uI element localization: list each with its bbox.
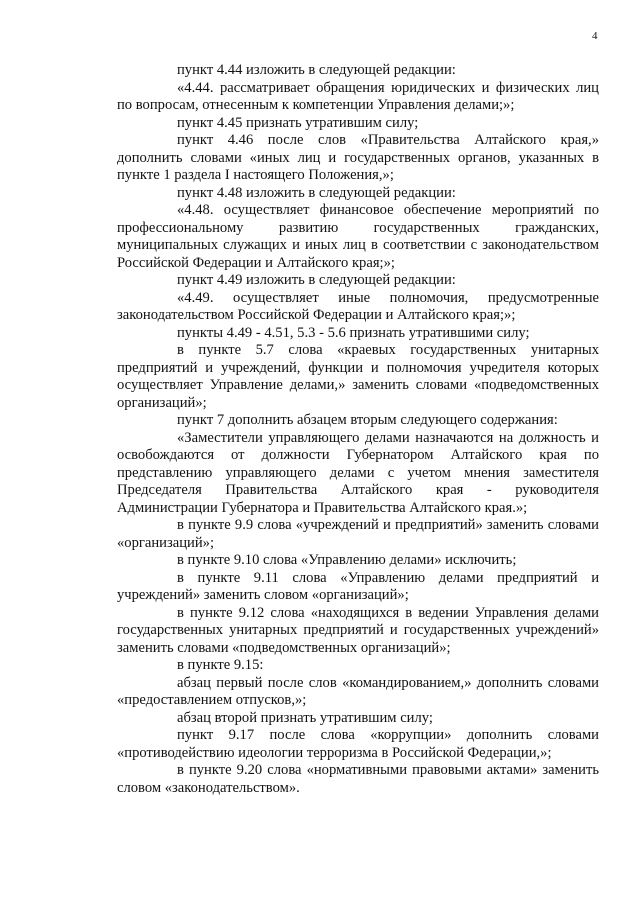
- paragraph: абзац первый после слов «командированием,» дополнить словами «предоставлением отпусков,»;: [117, 674, 599, 708]
- paragraph: в пункте 9.9 слова «учреждений и предприятий» заменить словами «организаций»;: [117, 517, 599, 551]
- paragraph: «4.48. осуществляет финансовое обеспечение мероприятий по профессиональному развитию государственных гражданских, муниципальных служащих и иных лиц в соответствии с законодательством Российской Федерации и Алтайского края;»;: [117, 202, 599, 271]
- document-body: [117, 62, 599, 797]
- paragraph: в пункте 9.15:: [177, 657, 264, 673]
- paragraph: пункт 4.46 после слов «Правительства Алтайского края,» дополнить словами «иных лиц и государственных органов, указанных в пункте 1 раздела I настоящего Положения,»;: [117, 132, 599, 183]
- paragraph: абзац второй признать утратившим силу;: [177, 709, 433, 726]
- paragraph: пункт 4.49 изложить в следующей редакции:: [177, 272, 456, 288]
- paragraph: «4.49. осуществляет иные полномочия, предусмотренные законодательством Российской Федерации и Алтайского края;»;: [117, 289, 599, 323]
- paragraph: «4.44. рассматривает обращения юридических и физических лиц по вопросам, отнесенным к компетенции Управления делами;»;: [117, 79, 599, 113]
- paragraph: пункт 4.45 признать утратившим силу;: [177, 114, 419, 131]
- paragraph: пункт 9.17 после слова «коррупции» дополнить словами «противодействию идеологии терроризма в Российской Федерации,»;: [117, 727, 599, 761]
- paragraph: в пункте 5.7 слова «краевых государственных унитарных предприятий и учреждений, функции и полномочия учредителя которых осуществляет Управление делами,» заменить словами «подведомственных организаций»;: [117, 342, 599, 411]
- paragraph: в пункте 9.11 слова «Управлению делами предприятий и учреждений» заменить словом «организаций»;: [117, 569, 599, 603]
- paragraph: пункты 4.49 - 4.51, 5.3 - 5.6 признать утратившими силу;: [177, 324, 530, 341]
- paragraph: в пункте 9.10 слова «Управлению делами» исключить;: [177, 552, 517, 568]
- paragraph: пункт 7 дополнить абзацем вторым следующего содержания:: [177, 412, 558, 428]
- paragraph: «Заместители управляющего делами назначаются на должность и освобождаются от должности Губернатором Алтайского края по представлению управляющего делами с учетом мнения заместителя Председателя Правительства Алтайского края - руководителя Администрации Губернатора и Правительства Алтайского края.»;: [117, 429, 599, 516]
- page-number: 4: [592, 30, 598, 42]
- paragraph: в пункте 9.20 слова «нормативными правовыми актами» заменить словом «законодательством».: [117, 762, 599, 796]
- paragraph: в пункте 9.12 слова «находящихся в ведении Управления делами государственных унитарных предприятий и государственных учреждений» заменить словами «подведомственных организаций»;: [117, 604, 599, 656]
- paragraph: пункт 4.48 изложить в следующей редакции:: [177, 184, 456, 201]
- paragraph: пункт 4.44 изложить в следующей редакции:: [177, 62, 456, 78]
